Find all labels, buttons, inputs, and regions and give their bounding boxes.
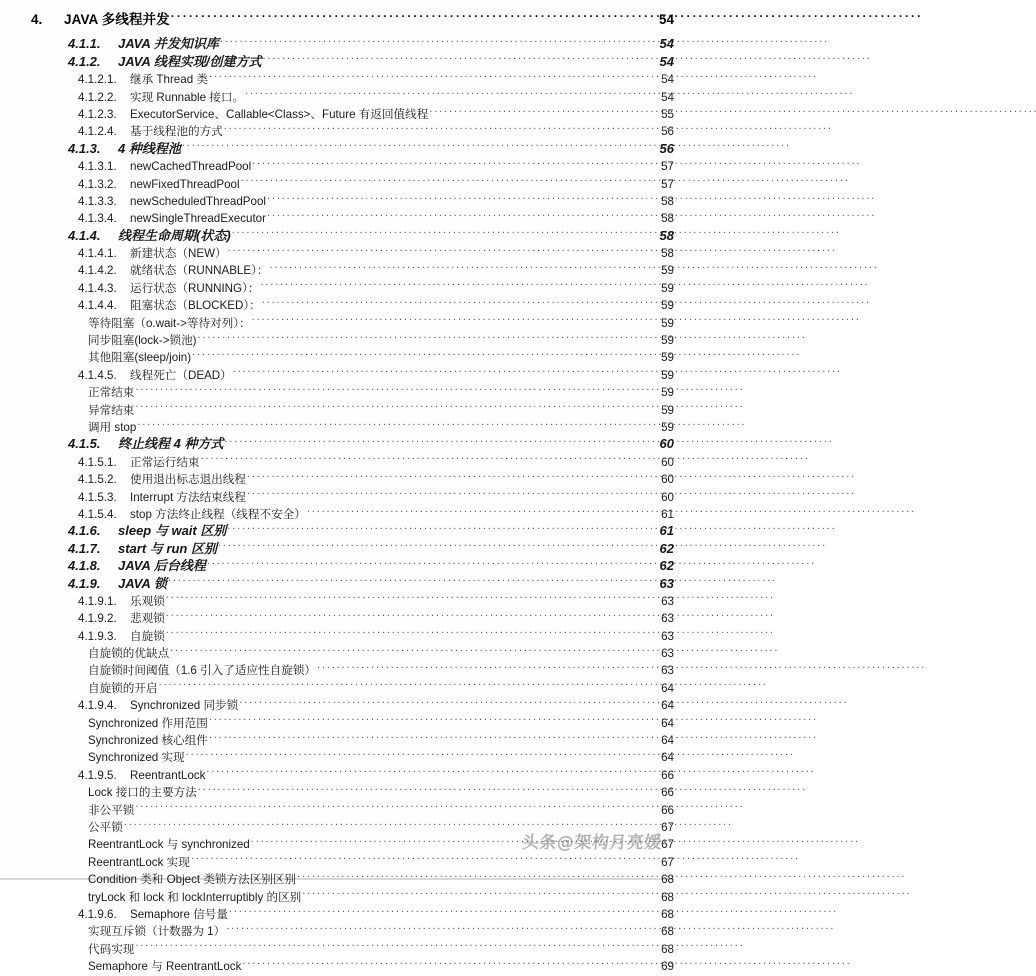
toc-entry-number: 4.1.4.5. [78, 368, 117, 382]
toc-entry-page-number: 63 [659, 575, 674, 591]
toc-entry-page-number: 59 [661, 351, 674, 365]
toc-entry-title: 正常结束 [88, 386, 135, 400]
toc-entry-number: 4.1.5. [68, 436, 101, 452]
toc-entry-page-number: 63 [661, 612, 674, 626]
toc-entry-page-number: 61 [661, 507, 674, 521]
toc-entry-title: start 与 run 区别 [118, 540, 217, 556]
toc-entry-title: Synchronized 实现 [88, 751, 185, 765]
toc-entry[interactable] [0, 31, 674, 52]
toc-dot-leader [166, 605, 656, 622]
toc-entry-title: 实现互斥锁（计数器为 1） [88, 925, 226, 939]
toc-entry-page-number: 64 [661, 751, 674, 765]
toc-entry-page-number: 68 [661, 942, 674, 956]
toc-entry-page-number: 60 [659, 436, 674, 452]
toc-entry-page-number: 58 [661, 247, 674, 261]
toc-entry-number: 4.1.5.3. [78, 490, 117, 504]
toc-entry-title: 自旋锁的开启 [88, 681, 158, 695]
toc-entry-title: Interrupt 方法结束线程 [130, 490, 246, 504]
toc-dot-leader [198, 327, 656, 344]
toc-entry-number: 4.1.8. [68, 558, 101, 574]
toc-entry-page-number: 54 [659, 36, 674, 52]
toc-entry-page-number: 59 [661, 420, 674, 434]
toc-entry-page-number: 67 [661, 838, 674, 852]
toc-entry-page-number: 64 [661, 681, 674, 695]
toc-entry-number: 4.1.2.1. [78, 73, 117, 87]
toc-entry-title: stop 方法终止线程（线程不安全） [130, 507, 306, 521]
toc-dot-leader [227, 518, 656, 535]
toc-entry-page-number: 64 [661, 699, 674, 713]
toc-dot-leader [228, 240, 656, 257]
toc-entry-number: 4.1.3.4. [78, 212, 117, 226]
toc-entry-page-number: 58 [661, 212, 674, 226]
toc-entry-number: 4.1.6. [68, 523, 101, 539]
toc-entry-page-number: 63 [661, 664, 674, 678]
toc-dot-leader [135, 396, 656, 413]
toc-entry-title: JAVA 锁 [118, 575, 167, 591]
toc-entry-title: newScheduledThreadPool [130, 194, 267, 208]
toc-entry-title: 异常结束 [88, 403, 135, 417]
toc-dot-leader [209, 709, 656, 726]
toc-entry-title: 其他阻塞(sleep/join) [88, 351, 192, 365]
toc-entry-number: 4.1.1. [68, 36, 101, 52]
toc-entry-page-number: 58 [661, 194, 674, 208]
toc-entry-title: 乐观锁 [130, 594, 165, 608]
toc-dot-leader [260, 274, 656, 291]
toc-entry-number: 4.1.9.1. [78, 594, 117, 608]
toc-dot-leader [239, 692, 656, 709]
toc-entry-page-number: 59 [661, 334, 674, 348]
toc-entry-number: 4.1.4. [68, 227, 101, 243]
toc-entry-page-number: 61 [659, 523, 674, 539]
toc-entry-title: JAVA 后台线程 [118, 558, 206, 574]
toc-entry-number: 4.1.3. [68, 140, 101, 156]
toc-entry-page-number: 59 [661, 264, 674, 278]
toc-entry-title: Semaphore 与 ReentrantLock [88, 960, 242, 974]
toc-dot-leader [218, 535, 656, 552]
toc-dot-leader [247, 466, 656, 483]
toc-entry-title: 就绪状态（RUNNABLE）： [130, 264, 269, 278]
toc-entry-title: 同步阻塞(lock->锁池) [88, 334, 197, 348]
toc-entry-title: 自旋锁的优缺点 [88, 647, 170, 661]
toc-entry-title: Semaphore 信号量 [130, 907, 228, 921]
toc-entry-title: 新建状态（NEW） [130, 247, 227, 261]
toc-entry-number: 4.1.9.4. [78, 699, 117, 713]
toc-entry-page-number: 54 [659, 53, 674, 69]
toc-entry-title: 实现 Runnable 接口。 [130, 90, 245, 104]
toc-entry-page-number: 66 [661, 786, 674, 800]
toc-entry-page-number: 68 [661, 925, 674, 939]
toc-dot-leader [302, 883, 656, 900]
toc-dot-leader [429, 101, 656, 118]
toc-dot-leader [207, 553, 656, 570]
toc-entry-title: 悲观锁 [130, 612, 165, 626]
toc-entry-number: 4.1.4.2. [78, 264, 117, 278]
toc-dot-leader [135, 935, 656, 952]
toc-entry-page-number: 67 [661, 820, 674, 834]
toc-entry-number: 4.1.2.3. [78, 107, 117, 121]
toc-entry-page-number: 64 [661, 716, 674, 730]
toc-entry-page-number: 62 [659, 558, 674, 574]
toc-entry-title: 4 种线程池 [118, 140, 181, 156]
toc-entry-title: 基于线程池的方式 [130, 125, 223, 139]
toc-dot-leader [317, 657, 656, 674]
toc-dot-leader [307, 501, 656, 518]
toc-entry-number: 4.1.9.3. [78, 629, 117, 643]
toc-entry-title: 等待阻塞（o.wait->等待对列）： [88, 316, 251, 330]
toc-entry-title: 运行状态（RUNNING）： [130, 281, 260, 295]
toc-entry-page-number: 64 [661, 734, 674, 748]
toc-entry-title: ReentrantLock 与 synchronized [88, 838, 250, 852]
toc-entry-number: 4.1.5.2. [78, 473, 117, 487]
toc-entry-page-number: 60 [661, 455, 674, 469]
toc-dot-leader [166, 622, 656, 639]
toc-entry-number: 4. [31, 12, 43, 27]
toc-dot-leader [267, 205, 656, 222]
toc-entry-title: 公平锁 [88, 820, 123, 834]
toc-dot-leader [170, 640, 656, 657]
toc-entry-page-number: 58 [659, 227, 674, 243]
toc-dot-leader [267, 188, 656, 205]
toc-entry-title: 非公平锁 [88, 803, 135, 817]
toc-entry-page-number: 62 [659, 540, 674, 556]
toc-entry-title: 终止线程 4 种方式 [118, 436, 224, 452]
toc-dot-leader [242, 953, 656, 970]
toc-entry-title: 自旋锁 [130, 629, 165, 643]
toc-dot-leader [135, 796, 656, 813]
toc-dot-leader [124, 814, 656, 831]
toc-entry-page-number: 63 [661, 594, 674, 608]
toc-dot-leader [192, 344, 656, 361]
toc-dot-leader [251, 831, 656, 848]
toc-dot-leader [220, 31, 656, 48]
toc-dot-leader [182, 135, 656, 152]
toc-entry-title: ReentrantLock 实现 [88, 855, 190, 869]
toc-entry-page-number: 54 [658, 12, 674, 27]
toc-entry-title: Synchronized 作用范围 [88, 716, 208, 730]
toc-entry-title: Lock 接口的主要方法 [88, 786, 197, 800]
toc-entry-page-number: 56 [661, 125, 674, 139]
toc-entry-page-number: 59 [661, 281, 674, 295]
toc-entry[interactable] [0, 4, 674, 27]
toc-entry-page-number: 54 [661, 90, 674, 104]
toc-entry-number: 4.1.5.4. [78, 507, 117, 521]
toc-dot-leader [159, 674, 656, 691]
toc-entry-title: JAVA 多线程并发 [64, 12, 170, 27]
watermark-text: 头条@架构月亮媛 [521, 833, 663, 853]
toc-entry-title: 代码实现 [88, 942, 135, 956]
toc-entry-title: JAVA 并发知识库 [118, 36, 219, 52]
toc-entry-number: 4.1.5.1. [78, 455, 117, 469]
toc-entry-number: 4.1.9.6. [78, 907, 117, 921]
toc-entry-page-number: 68 [661, 907, 674, 921]
toc-dot-leader [168, 570, 656, 587]
toc-dot-leader [166, 588, 656, 605]
toc-dot-leader [262, 292, 656, 309]
toc-entry-title: Condition 类和 Object 类锁方法区别区别 [88, 873, 297, 887]
toc-entry-number: 4.1.3.1. [78, 160, 117, 174]
toc-dot-leader [186, 744, 656, 761]
toc-entry-title: 使用退出标志退出线程 [130, 473, 246, 487]
toc-entry-number: 4.1.4.1. [78, 247, 117, 261]
toc-dot-leader [135, 379, 656, 396]
toc-entry-title: 调用 stop [88, 420, 137, 434]
toc-entry-page-number: 66 [661, 768, 674, 782]
toc-entry-page-number: 63 [661, 629, 674, 643]
toc-dot-leader [270, 257, 657, 274]
toc-entry-page-number: 59 [661, 299, 674, 313]
toc-dot-leader [137, 414, 656, 431]
toc-entry-number: 4.1.9.5. [78, 768, 117, 782]
toc-entry-number: 4.1.9.2. [78, 612, 117, 626]
toc-dot-leader [198, 779, 656, 796]
toc-dot-leader [209, 66, 656, 83]
toc-entry-title: 线程死亡（DEAD） [130, 368, 232, 382]
toc-entry-number: 4.1.3.3. [78, 194, 117, 208]
toc-dot-leader [232, 222, 656, 239]
toc-entry-page-number: 63 [661, 647, 674, 661]
toc-dot-leader [224, 431, 656, 448]
toc-dot-leader [233, 361, 656, 378]
toc-dot-leader [229, 901, 656, 918]
toc-entry-page-number: 59 [661, 368, 674, 382]
toc-entry-page-number: 60 [661, 473, 674, 487]
toc-entry-number: 4.1.4.3. [78, 281, 117, 295]
toc-entry-page-number: 57 [661, 177, 674, 191]
toc-dot-leader [206, 761, 656, 778]
toc-entry-title: 阻塞状态（BLOCKED）： [130, 299, 261, 313]
toc-entry-title: ReentrantLock [130, 768, 206, 782]
toc-entry-number: 4.1.7. [68, 540, 101, 556]
toc-entry-number: 4.1.2.4. [78, 125, 117, 139]
toc-entry-page-number: 66 [661, 803, 674, 817]
toc-entry-page-number: 67 [661, 855, 674, 869]
toc-entry-page-number: 69 [661, 960, 674, 974]
toc-entry-title: 自旋锁时间阈值（1.6 引入了适应性自旋锁） [88, 664, 317, 678]
toc-entry-title: 线程生命周期(状态) [118, 227, 231, 243]
toc-entry-title: newSingleThreadExecutor [130, 212, 266, 226]
toc-dot-leader [252, 309, 656, 326]
toc-entry-page-number: 56 [659, 140, 674, 156]
toc-entry-title: newCachedThreadPool [130, 160, 252, 174]
toc-dot-leader [241, 170, 656, 187]
toc-entry-page-number: 59 [661, 316, 674, 330]
toc-dot-leader [297, 866, 656, 883]
toc-entry-title: Synchronized 核心组件 [88, 734, 208, 748]
toc-entry-title: tryLock 和 lock 和 lockInterruptibly 的区别 [88, 890, 302, 904]
toc-dot-leader [252, 153, 656, 170]
toc-entry-title: JAVA 线程实现/创建方式 [118, 53, 262, 69]
toc-entry-title: sleep 与 wait 区别 [118, 523, 227, 539]
toc-entry-page-number: 55 [661, 107, 674, 121]
toc-entry-title: ExecutorService、Callable<Class>、Future 有返回值线程 [130, 107, 429, 121]
toc-dot-leader [191, 848, 656, 865]
toc-dot-leader [245, 83, 656, 100]
toc-dot-leader [209, 727, 656, 744]
toc-entry-page-number: 54 [661, 73, 674, 87]
toc-entry-title: 正常运行结束 [130, 455, 200, 469]
toc-dot-leader [247, 483, 656, 500]
toc-dot-leader [224, 118, 656, 135]
toc-entry-number: 4.1.3.2. [78, 177, 117, 191]
toc-entry-number: 4.1.4.4. [78, 299, 117, 313]
toc-entry-page-number: 60 [661, 490, 674, 504]
toc-entry-page-number: 57 [661, 160, 674, 174]
toc-entry-page-number: 59 [661, 403, 674, 417]
toc-entry-number: 4.1.2. [68, 53, 101, 69]
toc-entry-title: newFixedThreadPool [130, 177, 240, 191]
toc-entry-title: Synchronized 同步锁 [130, 699, 239, 713]
toc-entry-number: 4.1.2.2. [78, 90, 117, 104]
toc-dot-leader [171, 4, 656, 24]
toc-dot-leader [201, 448, 656, 465]
toc-entry-page-number: 59 [661, 386, 674, 400]
toc-entry-number: 4.1.9. [68, 575, 101, 591]
toc-entry-title: 继承 Thread 类 [130, 73, 208, 87]
toc-dot-leader [263, 48, 657, 65]
toc-entry-page-number: 68 [661, 873, 674, 887]
toc-dot-leader [226, 918, 656, 935]
toc-entry-page-number: 68 [661, 890, 674, 904]
